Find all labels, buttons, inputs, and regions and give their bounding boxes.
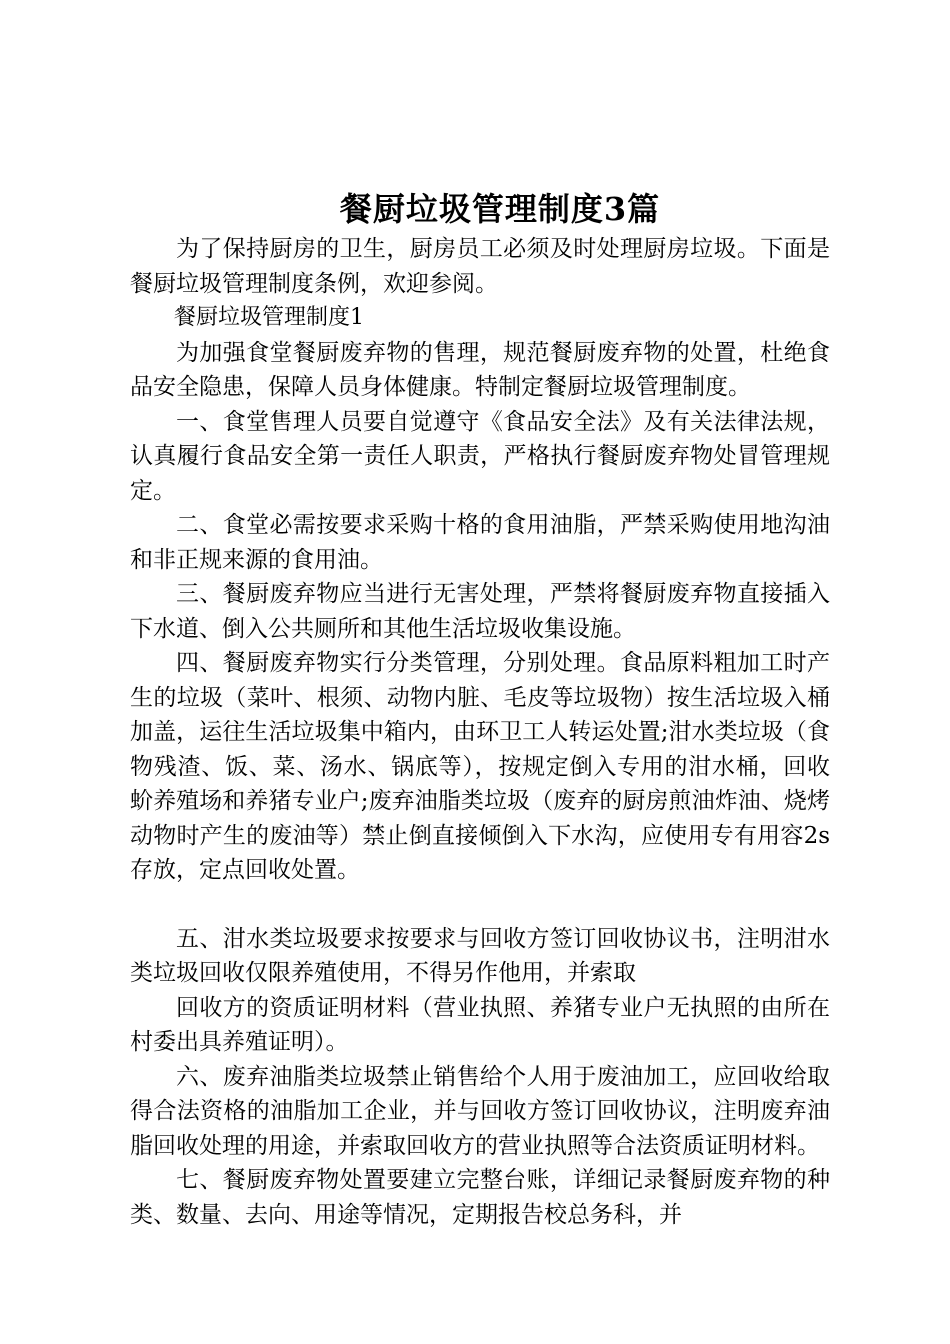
body-paragraph: 为加强食堂餐厨废弃物的售理，规范餐厨废弃物的处置，杜绝食品安全隐患，保障人员身体健康。特制定餐厨垃圾管理制度。 [130, 339, 830, 400]
clause-1-paragraph: 一、食堂售理人员要自觉遵守《食品安全法》及有关法律法规，认真履行食品安全第一责任人职责，严格执行餐厨废弃物处冒管理规定。 [130, 408, 830, 504]
intro-paragraph: 为了保持厨房的卫生，厨房员工必须及时处理厨房垃圾。下面是餐厨垃圾管理制度条例，欢迎参阅。 [130, 236, 830, 297]
clause-7-paragraph: 七、餐厨废弃物处置要建立完整台账，详细记录餐厨废弃物的种类、数量、去向、用途等情况，定期报告校总务科，并 [130, 1167, 830, 1228]
clause-4-paragraph: 四、餐厨废弃物实行分类管理，分别处理。食品原料粗加工时产生的垃圾（菜叶、根须、动物内脏、毛皮等垃圾物）按生活垃圾入桶加盖，运往生活垃圾集中箱内，由环卫工人转运处置;泔水类垃圾（食物残渣、饭、菜、汤水、锅底等），按规定倒入专用的泔水桶，回收蚧养殖场和养猪专业户;废弃油脂类垃圾（废弃的厨房煎油炸油、烧烤动物时产生的废油等）禁止倒直接倾倒入下水沟，应使用专有用容2s存放，定点回收处置。 [130, 650, 830, 883]
clause-5-paragraph: 五、泔水类垃圾要求按要求与回收方签订回收协议书，注明泔水类垃圾回收仅限养殖使用，不得另作他用，并索取 [130, 925, 830, 986]
clause-2-paragraph: 二、食堂必需按要求采购十格的食用油脂，严禁采购使用地沟油和非正规来源的食用油。 [130, 512, 830, 573]
clause-5-continuation-paragraph: 回收方的资质证明材料（营业执照、养猪专业户无执照的由所在村委出具养殖证明）。 [130, 994, 830, 1055]
section-heading: 餐厨垃圾管理制度1 [174, 305, 364, 330]
clause-6-paragraph: 六、废弃油脂类垃圾禁止销售给个人用于废油加工，应回收给取得合法资格的油脂加工企业，并与回收方签订回收协议，注明废弃油脂回收处理的用途，并索取回收方的营业执照等合法资质证明材料。 [130, 1063, 830, 1159]
document-page [130, 186, 830, 1232]
clause-3-paragraph: 三、餐厨废弃物应当进行无害处理，严禁将餐厨废弃物直接插入下水道、倒入公共厕所和其他生活垃圾收集设施。 [130, 581, 830, 642]
document-title: 餐厨垃圾管理制度3篇 [339, 190, 661, 228]
